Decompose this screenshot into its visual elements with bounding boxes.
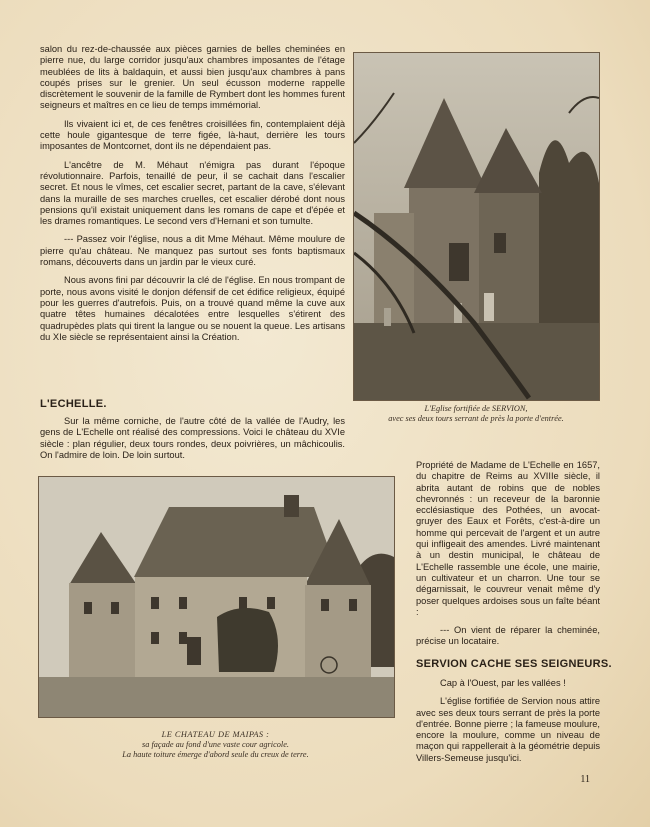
paragraph: Sur la même corniche, de l'autre côté de la vallée de l'Audry, les gens de L'Echelle ont réalisé des compressions. Voici le château du XVIe siècle : plan régulier, deux tours rondes, deux poivrières, un mâchicoulis. On l'admire de loin. De loin surtout. <box>40 416 345 460</box>
caption-line: sa façade au fond d'une vaste cour agricole. <box>142 740 289 749</box>
paragraph: salon du rez-de-chaussée aux pièces garnies de belles cheminées en pierre nue, du large corridor jusqu'aux chambres imposantes de l'étage meublées de lits à baldaquin, et aussi bien jusqu'aux chambres à pans coupés prises sur le grenier. Un seul écusson moderne rappelle discrètement le souvenir de la famille de Rymbert dont les hommes furent seigneurs et maîtres en ce lieu de temps immémorial. <box>40 44 345 111</box>
caption-line: L'Eglise fortifiée de SERVION, <box>424 404 528 413</box>
paragraph: L'ancêtre de M. Méhaut n'émigra pas durant l'époque révolutionnaire. Parfois, tenaillé de peur, il se cachait dans l'escalier secret. Et nous le vîmes, cet escalier secret, partant de la cave, s'élevant dans la muraille de ses marches cruelles, cet escalier dérobé dont nous pensions qu'il existait uniquement dans les romans de cape et d'épée et les drames romantiques. Le second vers d'Hernani et son tumulte. <box>40 159 345 227</box>
paragraph: Ils vivaient ici et, de ces fenêtres croisillées fin, contemplaient déjà cette houle gigantesque de terre figée, là-haut, derrière les tours imposantes de Montcornet, dont ils ne dépendaient pas. <box>40 118 345 152</box>
left-column <box>40 44 345 350</box>
caption-line: avec ses deux tours serrant de près la porte d'entrée. <box>388 414 564 423</box>
chateau-illustration <box>39 477 394 717</box>
paragraph: L'église fortifiée de Servion nous attire avec ses deux tours serrant de près la porte d'entrée. Bonne pierre ; la fameuse moulure, encore la moulure, comme un niveau de maçon qui rappellerait à la géométrie depuis Villers-Semeuse jusqu'ici. <box>416 696 600 763</box>
echelle-intro <box>40 416 345 468</box>
servion-text <box>416 678 600 771</box>
photo-servion-church <box>353 52 600 401</box>
paragraph: Nous avons fini par découvrir la clé de l'église. En nous trompant de porte, nous avons visité le donjon défensif de cet édifice religieux, équipé pour les guerres d'autrefois. Puis, on a trouvé quand même la cuve aux quatre têtes humaines décalotées entre lesquelles s'étirent des quadrupèdes plats qui tirent la langue ou se nouent la queue. Les artisans du XIe siècle se représentaient ainsi la Création. <box>40 275 345 342</box>
paragraph: Cap à l'Ouest, par les vallées ! <box>440 678 566 688</box>
section-heading-echelle: L'ECHELLE. <box>40 398 107 410</box>
photo-chateau-maipas <box>38 476 395 718</box>
section-heading-servion: SERVION CACHE SES SEIGNEURS. <box>416 658 612 670</box>
paragraph: --- On vient de réparer la cheminée, précise un locataire. <box>416 625 600 647</box>
caption-maipas <box>38 730 393 760</box>
church-illustration <box>354 53 599 400</box>
caption-title: LE CHATEAU DE MAIPAS : <box>161 730 270 739</box>
caption-line: La haute toiture émerge d'abord seule du creux de terre. <box>122 750 309 759</box>
caption-servion <box>345 404 607 424</box>
paragraph: --- Passez voir l'église, nous a dit Mme Méhaut. Même moulure de pierre qu'au château. Ne manquez pas surtout ses fonts baptismaux romans, découverts dans un jardin par le vieux curé. <box>40 234 345 268</box>
page-number: 11 <box>580 774 590 785</box>
paragraph: Propriété de Madame de L'Echelle en 1657, du chapitre de Reims au XVIIIe siècle, il abrita autant de robins que de nobles chevronnés : un receveur de la baronnie ecclésiastique des Pothées, un avocat-gruyer des Eaux et Forêts, c'est-à-dire un homme qui percevait de l'argent et un autre qui infligeait des amendes. Livré maintenant à un destin municipal, le château de L'Echelle rassemble une école, une mairie, un cultivateur et un charron. Une tour se dégarnissait, le couvreur venait même d'y poser quelques ardoises sous un faîte béant : <box>416 460 600 617</box>
right-column <box>416 460 600 655</box>
